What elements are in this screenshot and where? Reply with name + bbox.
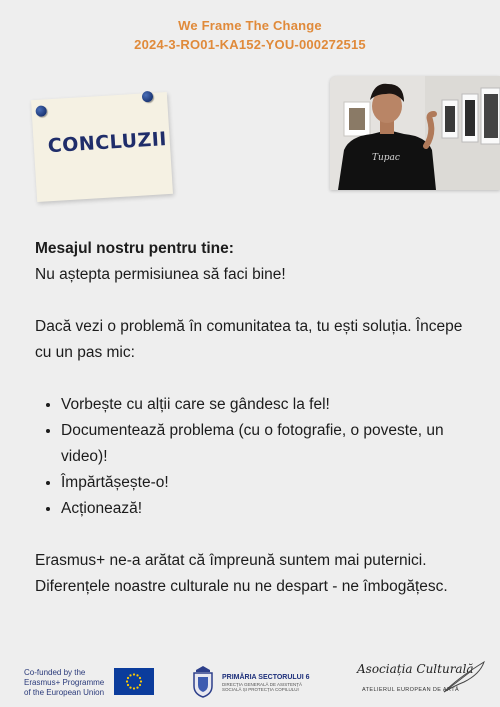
message-subheading: Nu aștepta permisiunea să faci bine! [35,266,286,283]
list-item: • Documentează problema (cu o fotografie, o poveste, un video)! [61,418,475,470]
main-content [35,236,475,600]
primaria-logo-text: PRIMĂRIA SECTORULUI 6 DIRECȚIA GENERALĂ DE ASISTENȚĂ SOCIALĂ ȘI PROTECȚIA COPILULUI [222,674,310,692]
eu-flag-icon [114,668,154,695]
action-list [35,392,475,522]
project-name: We Frame The Change [178,18,322,33]
atelier-signature: Asociația Culturală [357,662,474,676]
gallery-photo [330,76,500,190]
pushpin-icon [142,91,154,103]
sticky-note [31,92,173,202]
intro-paragraph: Dacă vezi o problemă în comunitatea ta, tu ești soluția. Începe cu un pas mic: [35,318,463,361]
footer-logos [0,660,500,707]
list-item: • Vorbește cu alții care se gândesc la fel! [61,392,475,418]
photo-illustration [330,76,500,190]
svg-text:Tupac: Tupac [372,153,400,163]
project-code: 2024-3-RO01-KA152-YOU-000272515 [134,37,366,52]
list-item: • Acționează! [61,496,475,522]
note-title: CONCLUZII [47,128,168,158]
atelier-name: ATELIERUL EUROPEAN DE ARTĂ [362,687,460,693]
sector6-crest-icon [192,666,214,698]
project-header [0,16,500,54]
list-item: • Împărtășește-o! [61,470,475,496]
erasmus-cofunded-text: Co-funded by the Erasmus+ Programme of the European Union [24,668,105,697]
quill-icon [440,660,488,694]
conclusion-paragraph: Erasmus+ ne-a arătat că împreună suntem mai puternici. Diferențele noastre culturale nu ne despart - ne îmbogățesc. [35,552,448,595]
pushpin-icon [35,105,47,117]
message-heading: Mesajul nostru pentru tine: [35,240,234,257]
